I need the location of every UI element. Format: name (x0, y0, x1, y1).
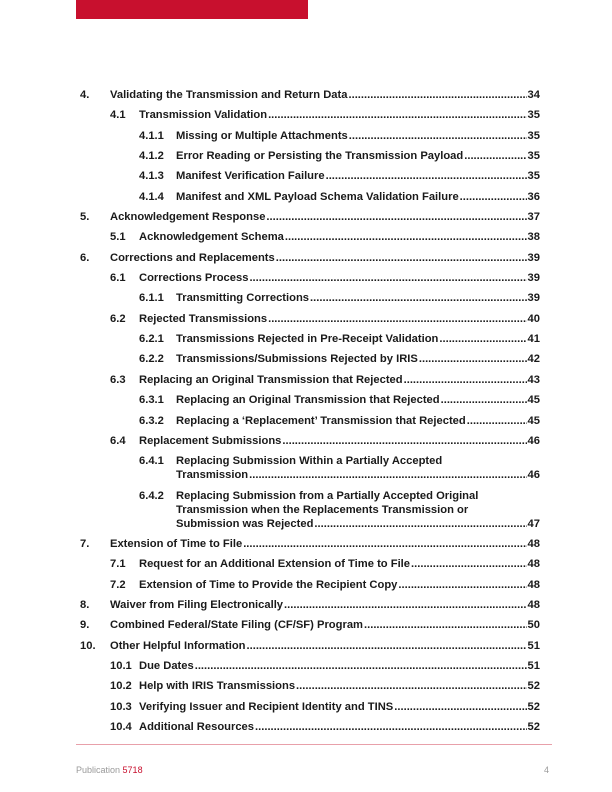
toc-entry-title-text: Corrections and Replacements (110, 251, 275, 264)
toc-entry-number: 4.1.4 (139, 190, 164, 203)
toc-entry-number: 4. (80, 89, 90, 101)
toc-entry-number: 10.1 (110, 659, 132, 672)
toc-entry[interactable] (80, 639, 540, 653)
toc-entry-number: 4.1.2 (139, 150, 164, 163)
toc-entry[interactable] (80, 598, 540, 612)
toc-entry[interactable] (80, 393, 540, 407)
toc-entry-page: 46 (527, 469, 540, 482)
toc-entry-page: 48 (527, 578, 540, 591)
toc-entry-title (176, 414, 540, 428)
toc-entry-title (139, 679, 540, 693)
dot-leader (314, 517, 526, 531)
toc-entry-title (176, 393, 540, 407)
toc-entry[interactable] (80, 332, 540, 346)
toc-entry-title (139, 659, 540, 673)
toc-entry-title (110, 639, 540, 653)
toc-entry[interactable] (80, 291, 540, 305)
toc-entry-title-text: Replacing a ‘Replacement’ Transmission that Rejected (176, 414, 466, 427)
dot-leader (247, 639, 527, 653)
toc-entry-title-text: Validating the Transmission and Return Data (110, 89, 348, 101)
toc-entry-title-text: Missing or Multiple Attachments (176, 129, 348, 142)
toc-entry-title-text: Extension of Time to Provide the Recipient Copy (139, 578, 398, 591)
dot-leader (285, 230, 527, 244)
toc-entry[interactable] (80, 108, 540, 122)
toc-entry-title-line: Replacing Submission from a Partially Accepted Original (176, 489, 479, 502)
toc-entry-number: 10.4 (110, 720, 132, 733)
toc-entry-page: 35 (527, 129, 540, 142)
toc-entry-title (176, 454, 540, 482)
toc-entry[interactable] (80, 489, 540, 531)
toc-entry-title (139, 720, 540, 734)
toc-entry[interactable] (80, 373, 540, 387)
toc-entry-page: 52 (527, 700, 540, 713)
toc-entry-title-line: Replacing Submission Within a Partially Accepted (176, 455, 443, 468)
toc-entry-title-text: Transmitting Corrections (176, 292, 310, 305)
toc-entry-number: 10. (80, 639, 96, 652)
dot-leader (348, 88, 526, 102)
toc-entry[interactable] (80, 251, 540, 265)
toc-entry[interactable] (80, 271, 540, 285)
toc-entry-number: 8. (80, 598, 90, 611)
header-accent-bar (76, 0, 308, 19)
toc-entry-title-text: Transmissions/Submissions Rejected by IRIS (176, 353, 418, 366)
dot-leader (398, 578, 526, 592)
toc-entry-number: 6.2.1 (139, 333, 164, 346)
toc-entry-title (110, 537, 540, 551)
toc-entry[interactable] (80, 312, 540, 326)
toc-entry-number: 7.1 (110, 558, 126, 571)
dot-leader (460, 190, 527, 204)
dot-leader (439, 332, 526, 346)
dot-leader (282, 434, 526, 448)
toc-entry-number: 6.1.1 (139, 292, 164, 305)
toc-entry-title-text: Waiver from Filing Electronically (110, 598, 284, 611)
toc-entry-page: 48 (527, 537, 540, 550)
toc-entry-title (139, 557, 540, 571)
toc-entry-title (110, 210, 540, 224)
toc-entry-title-text: Other Helpful Information (110, 639, 246, 652)
toc-entry-number: 4.1.3 (139, 170, 164, 183)
toc-entry-page: 40 (527, 312, 540, 325)
toc-entry-title-text: Transmission Validation (139, 109, 268, 122)
toc-entry[interactable] (80, 88, 540, 102)
toc-entry[interactable] (80, 434, 540, 448)
dot-leader (467, 414, 527, 428)
toc-entry-number: 5.1 (110, 231, 126, 244)
toc-entry-page: 39 (527, 272, 540, 285)
dot-leader (249, 271, 526, 285)
toc-entry-number: 6.4.2 (139, 489, 164, 502)
toc-entry-title-text: Additional Resources (139, 720, 255, 733)
toc-entry-title (139, 434, 540, 448)
footer-divider (76, 744, 552, 745)
toc-entry[interactable] (80, 210, 540, 224)
toc-entry[interactable] (80, 659, 540, 673)
toc-entry-number: 6.2 (110, 312, 126, 325)
dot-leader (310, 291, 527, 305)
dot-leader (276, 251, 527, 265)
toc-entry-number: 7.2 (110, 578, 126, 591)
toc-entry-page: 39 (527, 292, 540, 305)
toc-entry-page: 48 (527, 558, 540, 571)
toc-entry-title-text: Request for an Additional Extension of Time to File (139, 558, 411, 571)
dot-leader (419, 352, 527, 366)
toc-entry-title-text: Replacing an Original Transmission that Rejected (139, 373, 403, 386)
toc-entry-title-text: Help with IRIS Transmissions (139, 680, 296, 693)
toc-entry[interactable] (80, 720, 540, 734)
toc-entry-page: 43 (527, 373, 540, 386)
footer-publication (76, 765, 143, 775)
toc-entry-page: 35 (527, 109, 540, 122)
toc-entry-title (139, 373, 540, 387)
toc-entry-title-text: Manifest and XML Payload Schema Validation Failure (176, 190, 459, 203)
dot-leader (394, 700, 526, 714)
dot-leader (326, 169, 527, 183)
toc-entry-number: 6.4 (110, 434, 126, 447)
toc-entry-page: 37 (527, 211, 540, 224)
dot-leader (441, 393, 527, 407)
toc-entry-title (139, 700, 540, 714)
toc-entry-title-text: Replacing an Original Transmission that Rejected (176, 394, 440, 407)
toc-entry-page: 36 (527, 190, 540, 203)
toc-entry-title (110, 618, 540, 632)
toc-entry-number: 6.4.1 (139, 455, 164, 468)
toc-entry-title-text: Combined Federal/State Filing (CF/SF) Program (110, 619, 363, 632)
dot-leader (266, 210, 526, 224)
toc-entry-number: 9. (80, 619, 90, 632)
toc-entry-page: 48 (527, 598, 540, 611)
dot-leader (404, 373, 527, 387)
dot-leader (296, 679, 527, 693)
table-of-contents (80, 88, 540, 740)
toc-entry-number: 4.1.1 (139, 129, 164, 142)
toc-entry-title-text: Due Dates (139, 659, 194, 672)
footer-publication-label: Publication (76, 765, 121, 775)
toc-entry-page: 41 (527, 333, 540, 346)
toc-entry-title-text: Acknowledgement Schema (139, 231, 284, 244)
toc-entry-number: 10.2 (110, 680, 132, 693)
toc-entry-title (176, 332, 540, 346)
toc-entry-page: 46 (527, 434, 540, 447)
dot-leader (284, 598, 527, 612)
toc-entry-page: 52 (527, 720, 540, 733)
toc-entry-number: 6.3.2 (139, 414, 164, 427)
dot-leader (255, 720, 527, 734)
toc-entry-title (110, 88, 540, 102)
toc-entry-title (176, 489, 540, 531)
toc-entry-title-text: Transmission (176, 469, 249, 482)
toc-entry[interactable] (80, 454, 540, 482)
toc-entry-page: 47 (527, 517, 540, 530)
toc-entry-number: 6.3 (110, 373, 126, 386)
toc-entry-page: 51 (527, 659, 540, 672)
toc-entry-number: 4.1 (110, 109, 126, 122)
toc-entry-title (139, 271, 540, 285)
toc-entry-number: 6.2.2 (139, 353, 164, 366)
toc-entry-title (110, 598, 540, 612)
toc-entry-title-text: Replacement Submissions (139, 434, 282, 447)
toc-entry[interactable] (80, 679, 540, 693)
toc-entry-title (139, 312, 540, 326)
toc-entry-number: 10.3 (110, 700, 132, 713)
toc-entry-page: 45 (527, 414, 540, 427)
toc-entry-title-text: Manifest Verification Failure (176, 170, 325, 183)
toc-entry[interactable] (80, 169, 540, 183)
toc-entry-title-text: Acknowledgement Response (110, 211, 266, 224)
dot-leader (464, 149, 526, 163)
footer-page-number: 4 (544, 765, 550, 775)
toc-entry[interactable] (80, 618, 540, 632)
toc-entry-title (139, 578, 540, 592)
toc-entry[interactable] (80, 537, 540, 551)
dot-leader (349, 129, 527, 143)
toc-entry-page: 38 (527, 231, 540, 244)
toc-entry-title-text: Transmissions Rejected in Pre-Receipt Validation (176, 333, 439, 346)
toc-entry[interactable] (80, 414, 540, 428)
toc-entry-title-line: Transmission when the Replacements Transmission or (176, 503, 469, 516)
toc-entry-page: 50 (527, 619, 540, 632)
toc-entry-number: 6. (80, 251, 90, 264)
toc-entry-title (139, 230, 540, 244)
toc-entry-title (176, 291, 540, 305)
toc-entry-page: 52 (527, 680, 540, 693)
toc-entry-title (176, 149, 540, 163)
toc-entry-page: 35 (527, 150, 540, 163)
dot-leader (249, 468, 526, 482)
toc-entry-page: 51 (527, 639, 540, 652)
toc-entry-page: 39 (527, 251, 540, 264)
toc-entry[interactable] (80, 190, 540, 204)
toc-entry-number: 5. (80, 211, 90, 224)
toc-entry[interactable] (80, 149, 540, 163)
toc-entry[interactable] (80, 352, 540, 366)
toc-entry-page: 42 (527, 353, 540, 366)
toc-entry-number: 7. (80, 537, 90, 550)
toc-entry-title-text: Submission was Rejected (176, 517, 314, 530)
toc-entry[interactable] (80, 129, 540, 143)
toc-entry-title-text: Error Reading or Persisting the Transmission Payload (176, 150, 464, 163)
dot-leader (411, 557, 527, 571)
toc-entry-title (176, 352, 540, 366)
dot-leader (243, 537, 526, 551)
toc-entry[interactable] (80, 578, 540, 592)
toc-entry-number: 6.1 (110, 272, 126, 285)
toc-entry-title-text: Corrections Process (139, 272, 249, 285)
toc-entry[interactable] (80, 557, 540, 571)
dot-leader (268, 312, 526, 326)
toc-entry-title (176, 169, 540, 183)
toc-entry-number: 6.3.1 (139, 394, 164, 407)
toc-entry-title (176, 190, 540, 204)
dot-leader (364, 618, 527, 632)
toc-entry-title-text: Extension of Time to File (110, 537, 243, 550)
toc-entry[interactable] (80, 700, 540, 714)
toc-entry-title (110, 251, 540, 265)
toc-entry-page: 45 (527, 394, 540, 407)
toc-entry-title (139, 108, 540, 122)
toc-entry-page: 34 (527, 89, 540, 101)
dot-leader (268, 108, 526, 122)
toc-entry-title-text: Rejected Transmissions (139, 312, 268, 325)
toc-entry-title-text: Verifying Issuer and Recipient Identity and TINS (139, 700, 394, 713)
footer-publication-number: 5718 (122, 765, 143, 775)
dot-leader (195, 659, 527, 673)
toc-entry-page: 35 (527, 170, 540, 183)
toc-entry[interactable] (80, 230, 540, 244)
toc-entry-title (176, 129, 540, 143)
